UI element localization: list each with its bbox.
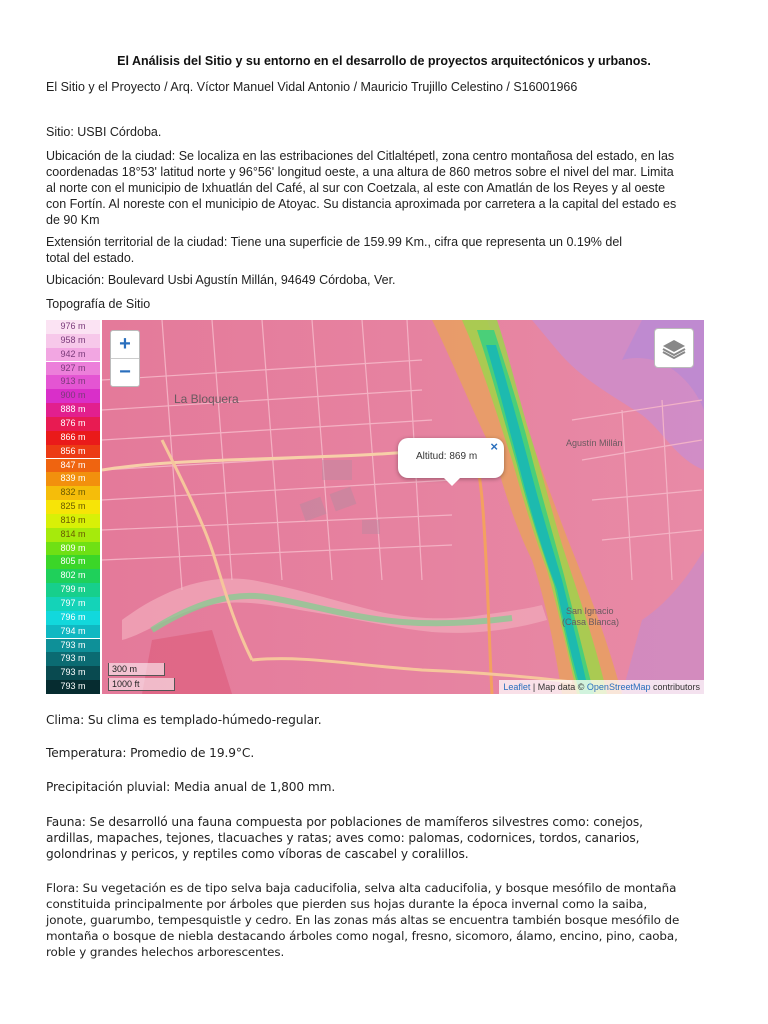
legend-row: 793 m [46, 652, 100, 666]
popup-text: Altitud: 869 m [416, 451, 478, 462]
text-line: al norte con el municipio de Ixhuatlán del Café, al sur con Coetzala, al este con Amatlán de los Reyes y al oeste [46, 181, 666, 195]
legend-row: 876 m [46, 417, 100, 431]
text-line: Fauna: Se desarrolló una fauna compuesta por poblaciones de mamíferos silvestres como: conejos, [46, 815, 643, 829]
map-label-bloquera: La Bloquera [174, 392, 239, 406]
legend-row: 913 m [46, 375, 100, 389]
clima-paragraph: Clima: Su clima es templado-húmedo-regular. [46, 713, 322, 727]
legend-row: 839 m [46, 472, 100, 486]
attribution-contributors: contributors [650, 682, 700, 692]
text-line: roble y grandes helechos arborescentes. [46, 945, 285, 959]
ubicacion-ciudad-paragraph [46, 148, 726, 228]
legend-row: 927 m [46, 362, 100, 376]
legend-row: 802 m [46, 569, 100, 583]
legend-row: 856 m [46, 445, 100, 459]
fauna-paragraph [46, 814, 746, 862]
attribution-separator: | Map data © [530, 682, 587, 692]
layers-button[interactable] [654, 328, 694, 368]
map-terrain [102, 320, 704, 694]
legend-row: 832 m [46, 486, 100, 500]
map-label-agustin: Agustín Millán [566, 438, 623, 448]
text-line: jonote, guarumbo, tempesquistle y cedro. En las zonas más altas se encuentra también bosque mesófilo de [46, 913, 680, 927]
topografia-heading: Topografía de Sitio [46, 297, 151, 311]
elevation-legend [46, 320, 100, 694]
document-title: El Análisis del Sitio y su entorno en el desarrollo de proyectos arquitectónicos y urbanos. [117, 54, 651, 68]
popup-close-icon[interactable]: × [490, 439, 498, 454]
legend-row: 796 m [46, 611, 100, 625]
legend-row: 888 m [46, 403, 100, 417]
text-line: con Fortín. Al noreste con el municipio de Atoyac. Su distancia aproximada por carretera a la capital del estado es [46, 197, 677, 211]
sitio-paragraph: Sitio: USBI Córdoba. [46, 125, 162, 139]
legend-row: 809 m [46, 542, 100, 556]
flora-paragraph [46, 880, 758, 960]
legend-row: 819 m [46, 514, 100, 528]
legend-row: 866 m [46, 431, 100, 445]
legend-row: 942 m [46, 348, 100, 362]
legend-row: 847 m [46, 459, 100, 473]
legend-row: 797 m [46, 597, 100, 611]
topography-map[interactable] [102, 320, 704, 694]
legend-row: 793 m [46, 666, 100, 680]
text-line: Flora: Su vegetación es de tipo selva baja caducifolia, selva alta caducifolia, y bosque mesófilo de montaña [46, 881, 677, 895]
precipitacion-paragraph: Precipitación pluvial: Media anual de 1,800 mm. [46, 780, 336, 794]
text-line: montaña o bosque de niebla destacando árboles como nogal, fresno, sicomoro, álamo, encino, pino, caoba, [46, 929, 678, 943]
map-label-casa-blanca: (Casa Blanca) [562, 617, 620, 627]
text-line: Ubicación de la ciudad: Se localiza en las estribaciones del Citlaltépetl, zona centro montañosa del estado, en las [46, 149, 675, 163]
legend-row: 793 m [46, 680, 100, 694]
legend-row: 799 m [46, 583, 100, 597]
legend-row: 976 m [46, 320, 100, 334]
legend-row: 825 m [46, 500, 100, 514]
altitude-popup [398, 438, 504, 478]
map-label-san-ignacio: San Ignacio [566, 606, 614, 616]
scale-bar-metric: 300 m [108, 663, 165, 676]
legend-row: 794 m [46, 625, 100, 639]
text-line: constituida principalmente por árboles que pierden sus hojas durante la época invernal como la saiba, [46, 897, 648, 911]
legend-row: 814 m [46, 528, 100, 542]
zoom-out-button[interactable]: − [111, 358, 139, 386]
zoom-control [110, 330, 140, 387]
temperatura-paragraph: Temperatura: Promedio de 19.9°C. [46, 746, 255, 760]
map-attribution [499, 680, 704, 694]
osm-link[interactable]: OpenStreetMap [586, 682, 651, 692]
text-line: de 90 Km [46, 213, 100, 227]
zoom-in-button[interactable]: + [119, 333, 131, 355]
layers-icon [655, 329, 693, 367]
document-subtitle: El Sitio y el Proyecto / Arq. Víctor Manuel Vidal Antonio / Mauricio Trujillo Celestino / S16001966 [46, 80, 578, 94]
legend-row: 805 m [46, 555, 100, 569]
legend-row: 900 m [46, 389, 100, 403]
legend-row: 793 m [46, 639, 100, 653]
text-line: golondrinas y pericos, y reptiles como víboras de cascabel y coralillos. [46, 847, 469, 861]
leaflet-link[interactable]: Leaflet [503, 682, 531, 692]
extension-paragraph [46, 234, 726, 266]
text-line: Extensión territorial de la ciudad: Tiene una superficie de 159.99 Km., cifra que representa un 0.19% del [46, 235, 623, 249]
ubicacion-paragraph: Ubicación: Boulevard Usbi Agustín Millán, 94649 Córdoba, Ver. [46, 273, 396, 287]
text-line: coordenadas 18°53' latitud norte y 96°56' longitud oeste, a una altura de 860 metros sobre el nivel del mar. Limita [46, 165, 674, 179]
text-line: ardillas, mapaches, tejones, tlacuaches y ratas; aves como: palomas, codornices, tordos, canarios, [46, 831, 640, 845]
legend-row: 958 m [46, 334, 100, 348]
text-line: total del estado. [46, 251, 135, 265]
scale-bar-imperial: 1000 ft [108, 678, 175, 691]
popup-tip [442, 476, 462, 486]
